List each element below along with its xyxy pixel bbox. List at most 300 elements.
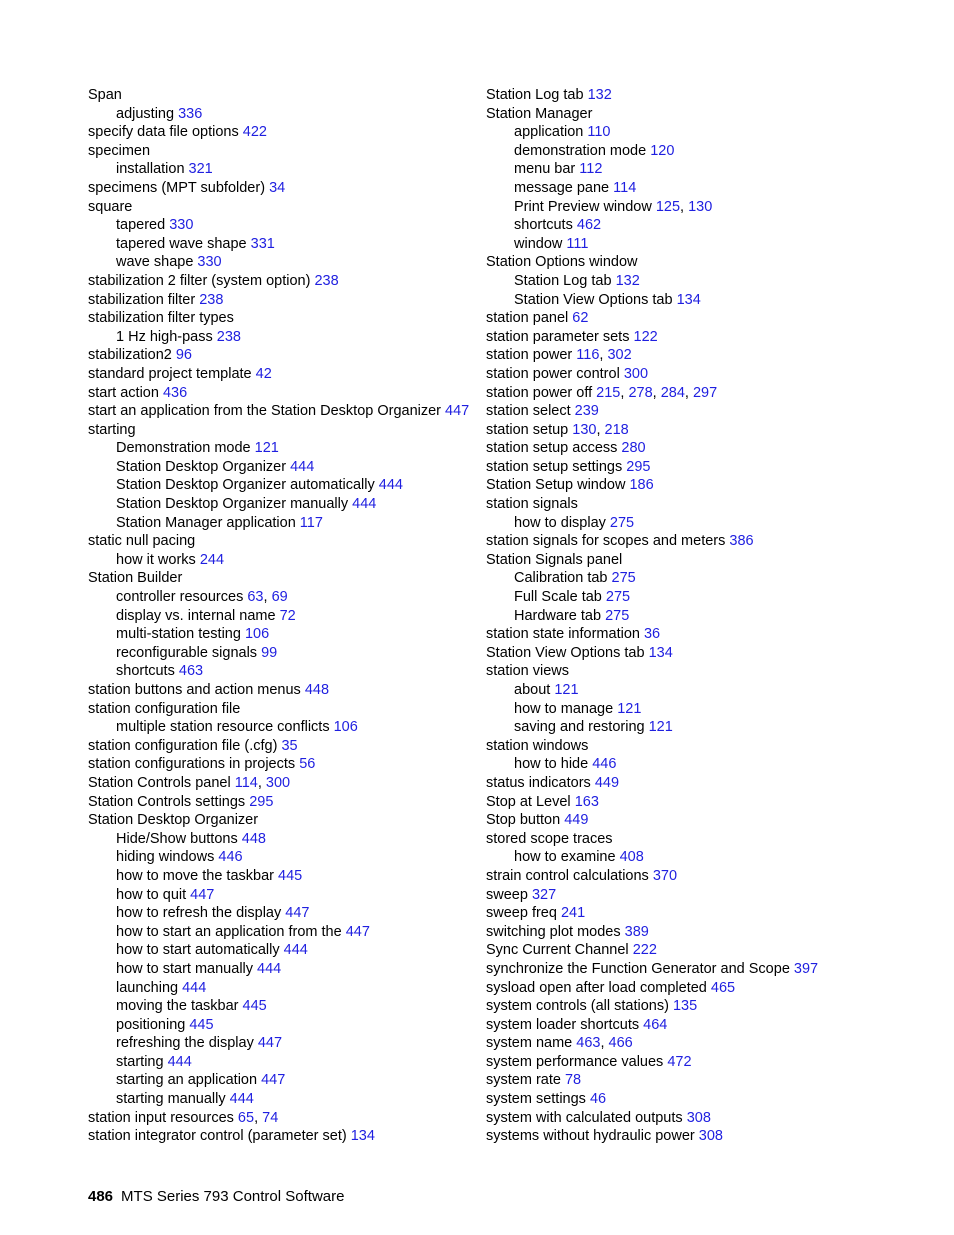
index-term: system loader shortcuts: [486, 1016, 640, 1033]
index-term: moving the taskbar: [116, 998, 239, 1015]
index-term: Calibration tab: [514, 570, 608, 587]
page-link[interactable]: 330: [197, 254, 222, 271]
index-entry: [486, 1016, 906, 1035]
index-subentry: [486, 235, 906, 254]
page-link[interactable]: 122: [633, 328, 658, 345]
index-term: stabilization filter: [88, 291, 196, 308]
index-entry: system name 463, 466: [486, 1035, 633, 1052]
index-subentry: [486, 755, 906, 774]
index-entry: [486, 86, 906, 105]
index-entry: [486, 662, 906, 681]
page-link[interactable]: 448: [241, 830, 266, 847]
index-entry: [486, 476, 906, 495]
index-term: system name: [486, 1035, 573, 1052]
page-link[interactable]: 444: [352, 496, 377, 513]
page-link[interactable]: 297: [692, 384, 718, 401]
page-link[interactable]: 444: [229, 1091, 254, 1108]
page-link[interactable]: 134: [676, 291, 701, 308]
page-link[interactable]: 464: [643, 1016, 668, 1033]
index-term: Station Signals panel: [486, 551, 623, 568]
index-term: Stop button: [486, 812, 561, 829]
index-term: station windows: [486, 737, 589, 754]
index-term: how to display: [514, 514, 606, 531]
index-subentry: [88, 830, 508, 849]
page-link[interactable]: 445: [278, 867, 303, 884]
index-entry: [486, 737, 906, 756]
index-term: Station Desktop Organizer automatically: [116, 477, 375, 494]
index-entry: Station Controls panel 114, 300: [88, 774, 291, 791]
page-link[interactable]: 69: [271, 589, 288, 606]
page-link[interactable]: 36: [643, 626, 661, 643]
index-term: how to manage: [514, 700, 614, 717]
page-link[interactable]: 132: [615, 272, 640, 289]
index-term: Sync Current Channel: [486, 942, 629, 959]
page-link[interactable]: 327: [531, 886, 557, 903]
page-link[interactable]: 239: [574, 403, 599, 420]
index-term: positioning: [116, 1016, 186, 1033]
index-subentry: [88, 160, 508, 179]
page-link[interactable]: 132: [587, 87, 612, 103]
index-subentry: [486, 569, 906, 588]
index-term: tapered: [116, 217, 166, 234]
index-entry: [486, 365, 906, 384]
page-link[interactable]: 446: [218, 849, 243, 866]
index-term: Station View Options tab: [486, 644, 645, 661]
page-link[interactable]: 444: [283, 942, 308, 959]
page-link[interactable]: 330: [169, 217, 194, 234]
page-link[interactable]: 472: [667, 1053, 692, 1070]
index-term: system settings: [486, 1091, 586, 1108]
index-term: multi-station testing: [116, 626, 241, 643]
index-entry: [486, 105, 906, 124]
index-term: station setup: [486, 421, 569, 438]
page-link[interactable]: 447: [257, 1035, 283, 1052]
page-link[interactable]: 163: [574, 793, 599, 810]
page-link[interactable]: 397: [793, 960, 819, 977]
index-entry: station input resources 65, 74: [88, 1109, 279, 1126]
index-entry: [88, 309, 508, 328]
index-term: how to move the taskbar: [116, 867, 274, 884]
page-link[interactable]: 238: [199, 291, 224, 308]
index-subentry: [88, 235, 508, 254]
index-term: start an application from the Station Desktop Organizer: [88, 403, 442, 420]
index-term: Full Scale tab: [514, 589, 602, 606]
index-term: starting manually: [116, 1091, 226, 1108]
index-subentry: [88, 644, 508, 663]
page-link[interactable]: 444: [378, 477, 403, 494]
index-subentry: [486, 681, 906, 700]
page-link[interactable]: 120: [650, 142, 675, 159]
index-subentry: [88, 867, 508, 886]
index-term: station configuration file (.cfg): [88, 737, 278, 754]
page-link[interactable]: 321: [188, 161, 213, 178]
index-subentry: [88, 997, 508, 1016]
index-term: how it works: [116, 551, 196, 568]
index-entry: [486, 793, 906, 812]
index-subentry: [486, 123, 906, 142]
page-link[interactable]: 222: [632, 942, 657, 959]
index-term: start action: [88, 384, 159, 401]
page-link[interactable]: 448: [304, 682, 330, 698]
page-link[interactable]: 117: [299, 514, 323, 531]
index-subentry: [486, 718, 906, 737]
page-link[interactable]: 465: [710, 979, 736, 996]
index-term: synchronize the Function Generator and Scope: [486, 960, 790, 977]
page-link[interactable]: 336: [178, 105, 203, 122]
index-entry: [486, 625, 906, 644]
index-entry: [88, 384, 508, 403]
index-term: station buttons and action menus: [88, 682, 301, 698]
index-term: Hardware tab: [514, 607, 602, 624]
page-link[interactable]: 130: [688, 198, 713, 215]
index-subentry: [88, 439, 508, 458]
page-link[interactable]: 62: [572, 310, 589, 327]
page-link[interactable]: 114: [234, 774, 258, 791]
page-link[interactable]: 295: [249, 793, 274, 810]
index-subentry: [88, 979, 508, 998]
index-term: station signals for scopes and meters: [486, 533, 726, 550]
index-term: wave shape: [116, 254, 194, 271]
index-term: system rate: [486, 1072, 561, 1089]
page-link[interactable]: 125: [655, 198, 681, 215]
index-subentry: [88, 1034, 508, 1053]
index-entry: [486, 1127, 906, 1146]
index-term: stabilization 2 filter (system option): [88, 272, 311, 289]
index-term: Station Desktop Organizer manually: [116, 496, 349, 513]
index-term: system with calculated outputs: [486, 1109, 683, 1126]
index-term: switching plot modes: [486, 923, 621, 940]
index-term: adjusting: [116, 105, 175, 122]
index-subentry: [88, 904, 508, 923]
index-term: standard project template: [88, 365, 252, 382]
index-subentry: Print Preview window 125, 130: [514, 198, 713, 215]
page-link[interactable]: 241: [560, 905, 586, 922]
index-subentry: [88, 718, 508, 737]
index-subentry: [88, 476, 508, 495]
index-term: Station Manager application: [116, 514, 296, 531]
index-entry: [486, 830, 906, 849]
page-link[interactable]: 447: [445, 403, 470, 420]
page-link[interactable]: 445: [242, 998, 267, 1015]
index-entry: [88, 569, 508, 588]
index-term: system controls (all stations): [486, 998, 669, 1015]
index-entry: [88, 1127, 508, 1146]
index-term: strain control calculations: [486, 867, 649, 884]
page-link[interactable]: 116: [576, 347, 600, 364]
page-link[interactable]: 295: [626, 458, 651, 475]
index-entry: [88, 86, 508, 105]
index-column-left: [88, 86, 508, 1146]
page-link[interactable]: 275: [611, 570, 636, 587]
page-link[interactable]: 34: [269, 179, 286, 196]
index-term: Station Options window: [486, 254, 638, 271]
page-link[interactable]: 445: [189, 1016, 214, 1033]
index-term: station views: [486, 663, 570, 680]
index-term: sweep: [486, 886, 528, 903]
index-subentry: [486, 142, 906, 161]
index-term: Station Log tab: [486, 87, 584, 103]
index-entry: [88, 123, 508, 142]
index-term: Station Desktop Organizer: [88, 812, 259, 829]
page-link[interactable]: 121: [554, 682, 579, 698]
index-entry: [486, 774, 906, 793]
index-subentry: [88, 625, 508, 644]
index-term: Station Setup window: [486, 477, 626, 494]
page-link[interactable]: 436: [162, 384, 188, 401]
index-subentry: controller resources 63, 69: [116, 589, 288, 606]
index-term: demonstration mode: [514, 142, 647, 159]
page-link[interactable]: 408: [619, 849, 644, 866]
index-term: stabilization2: [88, 347, 172, 364]
index-subentry: [88, 886, 508, 905]
page-link[interactable]: 422: [242, 124, 267, 141]
page-link[interactable]: 215: [596, 384, 621, 401]
index-entry: [88, 198, 508, 217]
page-link[interactable]: 134: [648, 644, 673, 661]
page-link[interactable]: 130: [572, 421, 597, 438]
page-link[interactable]: 121: [648, 719, 673, 736]
index-term: station configuration file: [88, 700, 241, 717]
index-term: controller resources: [116, 589, 244, 606]
index-term: square: [88, 198, 133, 215]
index-entry: station setup 130, 218: [486, 421, 629, 438]
index-term: shortcuts: [116, 663, 175, 680]
page-link[interactable]: 42: [255, 365, 272, 382]
index-entry: [486, 1109, 906, 1128]
index-term: systems without hydraulic power: [486, 1128, 695, 1145]
index-term: station setup access: [486, 440, 618, 457]
index-term: sweep freq: [486, 905, 557, 922]
page-link[interactable]: 78: [564, 1072, 582, 1089]
page-link[interactable]: 238: [216, 328, 241, 345]
page-link[interactable]: 72: [279, 607, 296, 624]
page-link[interactable]: 112: [579, 161, 603, 178]
index-term: Demonstration mode: [116, 440, 251, 457]
page-link[interactable]: 466: [608, 1035, 633, 1052]
page-link[interactable]: 106: [333, 719, 358, 736]
index-term: reconfigurable signals: [116, 644, 258, 661]
page-link[interactable]: 444: [290, 458, 315, 475]
index-entry: [486, 439, 906, 458]
index-subentry: [88, 923, 508, 942]
index-entry: [486, 1053, 906, 1072]
index-term: installation: [116, 161, 185, 178]
page-footer: [88, 1188, 344, 1205]
index-entry: [88, 532, 508, 551]
page-link[interactable]: 99: [261, 644, 278, 661]
page-link[interactable]: 308: [686, 1109, 711, 1126]
index-entry: [486, 1090, 906, 1109]
index-term: tapered wave shape: [116, 235, 247, 252]
index-term: station parameter sets: [486, 328, 630, 345]
index-subentry: [88, 458, 508, 477]
index-term: sysload open after load completed: [486, 979, 707, 996]
page-link[interactable]: 446: [592, 756, 617, 773]
index-subentry: [88, 105, 508, 124]
page-link[interactable]: 447: [190, 886, 215, 903]
index-entry: [486, 309, 906, 328]
page-link[interactable]: 74: [262, 1109, 279, 1126]
index-term: multiple station resource conflicts: [116, 719, 330, 736]
index-entry: [88, 681, 508, 700]
index-term: system performance values: [486, 1053, 664, 1070]
page-link[interactable]: 284: [660, 384, 685, 401]
page-link[interactable]: 63: [247, 589, 264, 606]
index-entry: [486, 253, 906, 272]
page-link[interactable]: 463: [178, 663, 204, 680]
index-subentry: [88, 607, 508, 626]
document-title: MTS Series 793 Control Software: [121, 1188, 345, 1205]
index-entry: [486, 551, 906, 570]
index-term: station power off: [486, 384, 593, 401]
index-term: Span: [88, 87, 122, 103]
page-link[interactable]: 275: [605, 589, 631, 606]
index-term: station power: [486, 347, 573, 364]
index-subentry: [88, 1016, 508, 1035]
index-entry: [486, 904, 906, 923]
index-term: Station Desktop Organizer: [116, 458, 287, 475]
page-link[interactable]: 35: [281, 737, 298, 754]
page-link[interactable]: 218: [604, 421, 629, 438]
page-link[interactable]: 114: [613, 179, 637, 196]
index-entry: [486, 886, 906, 905]
index-subentry: [486, 291, 906, 310]
page-link[interactable]: 444: [182, 979, 207, 996]
page-link[interactable]: 278: [628, 384, 653, 401]
index-entry: [486, 458, 906, 477]
page-link[interactable]: 300: [265, 774, 291, 791]
index-subentry: [486, 700, 906, 719]
index-subentry: [88, 328, 508, 347]
page-link[interactable]: 134: [350, 1128, 375, 1145]
index-term: application: [514, 124, 584, 141]
page-link[interactable]: 462: [576, 217, 602, 234]
index-term: specify data file options: [88, 124, 239, 141]
index-entry: [88, 700, 508, 719]
page-link[interactable]: 56: [299, 756, 316, 773]
index-term: stored scope traces: [486, 830, 613, 847]
page-link[interactable]: 447: [345, 923, 370, 940]
index-subentry: [88, 551, 508, 570]
page-link[interactable]: 308: [698, 1128, 723, 1145]
page-link[interactable]: 302: [607, 347, 632, 364]
page-link[interactable]: 275: [605, 607, 630, 624]
index-entry: [88, 421, 508, 440]
index-term: static null pacing: [88, 533, 196, 550]
page-link[interactable]: 121: [254, 440, 279, 457]
index-entry: [486, 1071, 906, 1090]
index-term: station panel: [486, 310, 569, 327]
index-term: Hide/Show buttons: [116, 830, 238, 847]
page-link[interactable]: 444: [257, 960, 282, 977]
index-subentry: [88, 1053, 508, 1072]
index-term: station state information: [486, 626, 640, 643]
page-link[interactable]: 389: [624, 923, 649, 940]
page-link[interactable]: 96: [175, 347, 192, 364]
page-link[interactable]: 244: [199, 551, 225, 568]
page-link[interactable]: 186: [629, 477, 654, 494]
page-link[interactable]: 300: [623, 365, 649, 382]
index-term: saving and restoring: [514, 719, 645, 736]
index-entry: [486, 811, 906, 830]
index-subentry: [88, 216, 508, 235]
page-link[interactable]: 449: [564, 812, 589, 829]
index-term: station select: [486, 403, 571, 420]
page-link[interactable]: 280: [621, 440, 646, 457]
index-term: display vs. internal name: [116, 607, 276, 624]
page-link[interactable]: 238: [314, 272, 339, 289]
index-term: status indicators: [486, 774, 591, 791]
index-term: station input resources: [88, 1109, 234, 1126]
page-link[interactable]: 121: [617, 700, 642, 717]
page-link[interactable]: 110: [587, 124, 611, 141]
index-term: launching: [116, 979, 179, 996]
page-link[interactable]: 135: [672, 998, 698, 1015]
page-link[interactable]: 331: [250, 235, 275, 252]
index-term: how to start automatically: [116, 942, 280, 959]
page-link[interactable]: 106: [244, 626, 270, 643]
page-link[interactable]: 46: [589, 1091, 607, 1108]
index-subentry: [88, 1090, 508, 1109]
index-subentry: [486, 848, 906, 867]
index-entry: [486, 402, 906, 421]
index-term: Print Preview window: [514, 198, 652, 215]
index-term: starting an application: [116, 1072, 258, 1089]
index-term: Station Manager: [486, 105, 593, 122]
index-term: station power control: [486, 365, 620, 382]
page-link[interactable]: 111: [566, 235, 589, 252]
page-link[interactable]: 447: [261, 1072, 286, 1089]
page-link[interactable]: 447: [285, 905, 310, 922]
index-term: how to quit: [116, 886, 187, 903]
index-term: about: [514, 682, 551, 698]
index-entry: [88, 179, 508, 198]
index-subentry: [88, 960, 508, 979]
index-term: specimen: [88, 142, 151, 159]
page-link[interactable]: 275: [609, 514, 635, 531]
index-term: message pane: [514, 179, 610, 196]
page-link[interactable]: 463: [576, 1035, 601, 1052]
index-term: how to start manually: [116, 960, 254, 977]
index-term: stabilization filter types: [88, 310, 234, 327]
index-term: station configurations in projects: [88, 756, 296, 773]
index-entry: [486, 532, 906, 551]
page-link[interactable]: 444: [167, 1053, 192, 1070]
index-term: refreshing the display: [116, 1035, 254, 1052]
index-term: Station Builder: [88, 570, 183, 587]
index-subentry: [486, 607, 906, 626]
index-subentry: [88, 253, 508, 272]
page-link[interactable]: 386: [729, 533, 754, 550]
index-subentry: [88, 495, 508, 514]
index-entry: [486, 960, 906, 979]
index-term: how to refresh the display: [116, 905, 282, 922]
index-entry: [88, 365, 508, 384]
index-entry: [486, 923, 906, 942]
index-term: Stop at Level: [486, 793, 571, 810]
page-link[interactable]: 370: [652, 867, 678, 884]
page-link[interactable]: 65: [237, 1109, 255, 1126]
index-term: Station Log tab: [514, 272, 612, 289]
index-entry: [486, 644, 906, 663]
index-subentry: [88, 662, 508, 681]
index-term: hiding windows: [116, 849, 215, 866]
index-subentry: [88, 848, 508, 867]
page-number: 486: [88, 1188, 114, 1205]
index-entry: [486, 495, 906, 514]
page-link[interactable]: 449: [594, 774, 620, 791]
index-term: Station Controls panel: [88, 774, 231, 791]
